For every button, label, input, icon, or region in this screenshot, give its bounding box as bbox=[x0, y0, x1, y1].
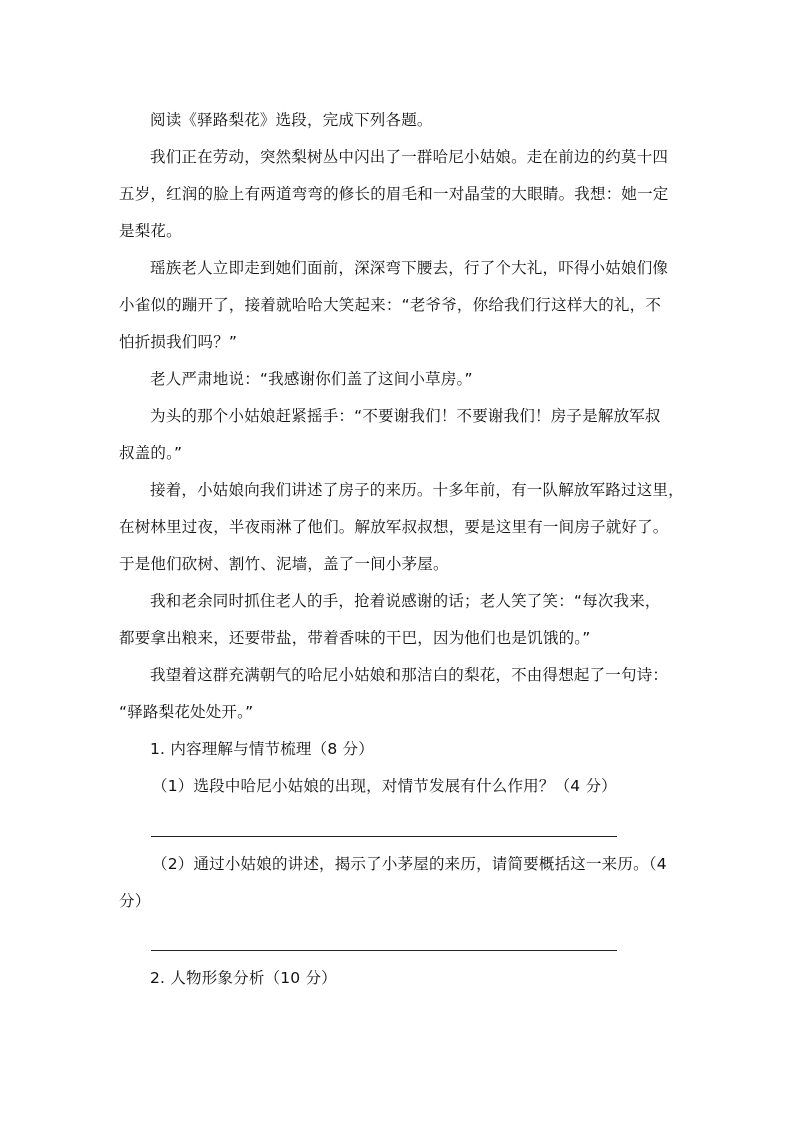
passage-line: 都要拿出粮来，还要带盐，带着香味的干巴，因为他们也是饥饿的。” bbox=[119, 629, 591, 647]
passage-line: 是梨花。 bbox=[119, 222, 182, 240]
answer-line-2[interactable] bbox=[151, 950, 617, 951]
question-1-title: 1. 内容理解与情节梳理（8 分） bbox=[150, 740, 374, 758]
question-2-title: 2. 人物形象分析（10 分） bbox=[150, 969, 337, 987]
passage-line: 怕折损我们吗？” bbox=[119, 333, 238, 351]
passage-line: 我和老余同时抓住老人的手，抢着说感谢的话；老人笑了笑：“每次我来， bbox=[150, 592, 661, 610]
passage-line: 五岁，红润的脸上有两道弯弯的修长的眉毛和一对晶莹的大眼睛。我想：她一定 bbox=[119, 185, 669, 203]
passage-line: 于是他们砍树、割竹、泥墙，盖了一间小茅屋。 bbox=[119, 555, 449, 573]
intro-instruction: 阅读《驿路梨花》选段，完成下列各题。 bbox=[150, 111, 433, 129]
question-1-1: （1）选段中哈尼小姑娘的出现，对情节发展有什么作用？（4 分） bbox=[152, 777, 617, 795]
passage-line: 为头的那个小姑娘赶紧摇手：“不要谢我们！不要谢我们！房子是解放军叔 bbox=[150, 407, 661, 425]
question-1-2-cont: 分） bbox=[119, 892, 151, 910]
answer-line-1[interactable] bbox=[151, 836, 617, 837]
passage-line: 接着，小姑娘向我们讲述了房子的来历。十多年前，有一队解放军路过这里， bbox=[150, 481, 684, 499]
passage-line: 在树林里过夜，半夜雨淋了他们。解放军叔叔想，要是这里有一间房子就好了。 bbox=[119, 518, 669, 536]
passage-line: 小雀似的蹦开了，接着就哈哈大笑起来：“老爷爷，你给我们行这样大的礼，不 bbox=[119, 296, 662, 314]
passage-line: “驿路梨花处处开。” bbox=[119, 703, 254, 721]
question-1-2: （2）通过小姑娘的讲述，揭示了小茅屋的来历，请简要概括这一来历。（4 bbox=[152, 855, 667, 873]
passage-line: 我望着这群充满朝气的哈尼小姑娘和那洁白的梨花，不由得想起了一句诗： bbox=[150, 666, 669, 684]
passage-line: 瑶族老人立即走到她们面前，深深弯下腰去，行了个大礼，吓得小姑娘们像 bbox=[150, 259, 669, 277]
passage-line: 老人严肃地说：“我感谢你们盖了这间小草房。” bbox=[150, 370, 473, 388]
passage-line: 叔盖的。” bbox=[119, 444, 183, 462]
passage-line: 我们正在劳动，突然梨树丛中闪出了一群哈尼小姑娘。走在前边的约莫十四 bbox=[150, 148, 669, 166]
